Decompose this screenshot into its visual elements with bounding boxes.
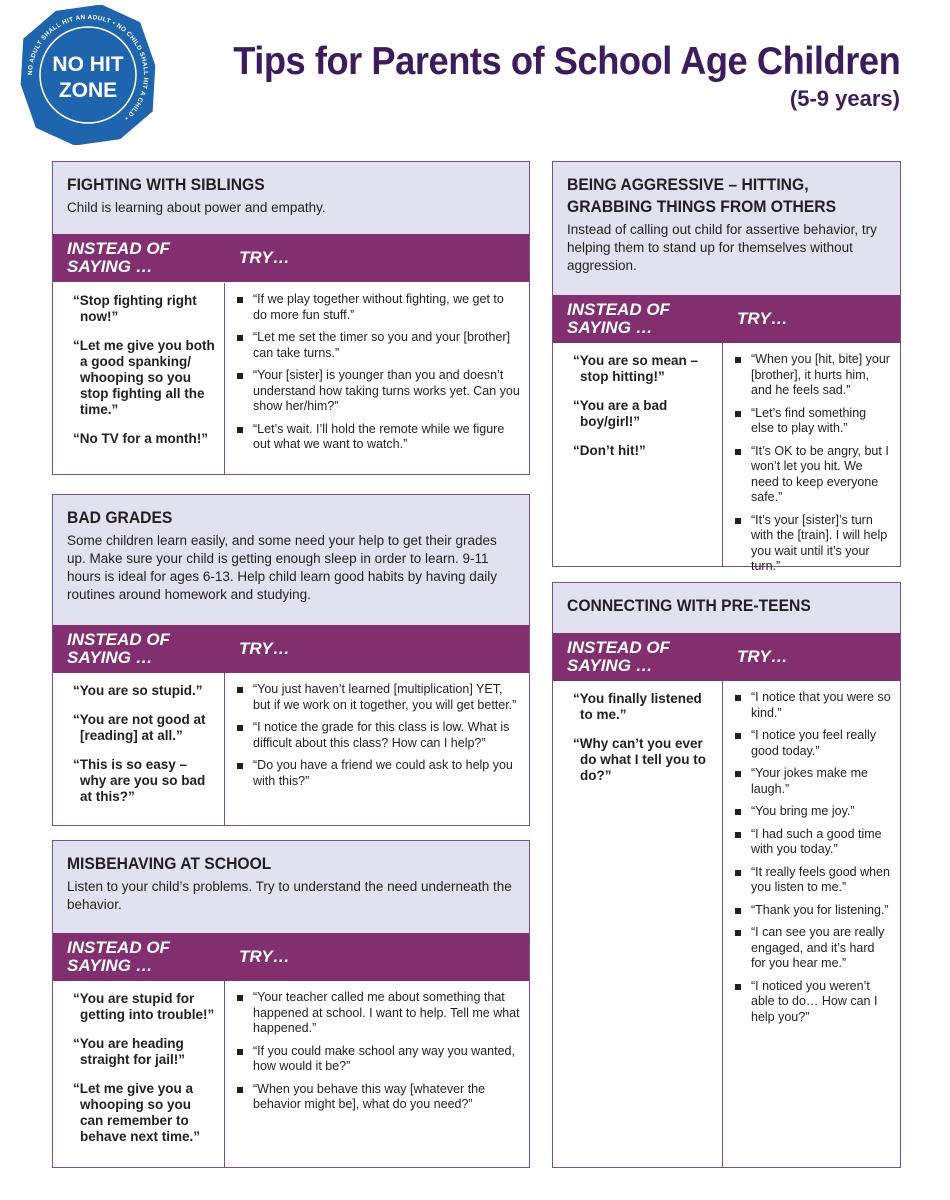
section-body — [53, 283, 529, 474]
try-tip: “I had such a good time with you today.” — [735, 827, 892, 858]
try-column — [225, 283, 529, 474]
section-body — [53, 981, 529, 1167]
instead-of-saying-label: INSTEAD OF SAYING … — [67, 938, 170, 975]
instead-quote: “This is so easy – why are you so bad at this?” — [73, 757, 206, 804]
section-heading: CONNECTING WITH PRE-TEENS — [567, 597, 811, 615]
try-tip: “Thank you for listening.” — [735, 903, 892, 919]
instead-quote: “No TV for a month!” — [73, 431, 208, 446]
instead-quote: “Let me give you both a good spanking/ whooping so you stop fighting all the time.” — [73, 338, 215, 417]
try-column — [225, 673, 529, 825]
instead-column — [53, 981, 225, 1167]
instead-column — [53, 283, 225, 474]
section-description: Some children learn easily, and some need your help to get their grades up. Make sure your child is getting enough sleep in order to learn. 9-11 hours is ideal for ages 6-13. Help child learn good habits by having daily routines around homework and studying. — [67, 533, 498, 602]
instead-column — [53, 673, 225, 825]
try-tip: “Let’s find something else to play with.” — [735, 406, 892, 437]
section-header — [53, 841, 529, 933]
instead-of-saying-label: INSTEAD OF SAYING … — [67, 630, 170, 667]
try-tip: “If you could make school any way you wanted, how would it be?” — [237, 1044, 521, 1075]
no-hit-zone-logo — [18, 5, 158, 145]
try-tip: “It’s your [sister]’s turn with the [train]. I will help you wait until it’s your turn.” — [735, 513, 892, 575]
section-body — [553, 343, 900, 573]
page-title: Tips for Parents of School Age Children — [232, 40, 900, 83]
try-tip: “I noticed you weren’t able to do… How can I help you?” — [735, 979, 892, 1026]
logo-line-1: NO HIT — [52, 53, 124, 76]
section-header — [553, 583, 900, 633]
section-misbehaving-at-school — [52, 840, 530, 1168]
try-tip: “If we play together without fighting, we get to do more fun stuff.” — [237, 292, 521, 323]
try-tip: “It’s OK to be angry, but I won’t let you hit. We need to keep everyone safe.” — [735, 444, 892, 506]
try-column — [723, 343, 900, 573]
section-heading: MISBEHAVING AT SCHOOL — [67, 855, 272, 873]
section-description: Listen to your child’s problems. Try to understand the need underneath the behavior. — [67, 879, 512, 912]
try-tip: “Your [sister] is younger than you and doesn’t understand how taking turns works yet. Can you show her/him?” — [237, 368, 521, 415]
try-tip: “I notice you feel really good today.” — [735, 728, 892, 759]
section-heading: BAD GRADES — [67, 509, 173, 527]
instead-quote: “You are stupid for getting into trouble!” — [73, 991, 215, 1022]
try-tip: “Let me set the timer so you and your [brother] can take turns.” — [237, 330, 521, 361]
instead-quote: “You are not good at [reading] at all.” — [73, 712, 206, 743]
instead-of-saying-label: INSTEAD OF SAYING … — [67, 239, 170, 276]
section-heading: FIGHTING WITH SIBLINGS — [67, 176, 265, 194]
instead-quote: “You are a bad boy/girl!” — [573, 398, 668, 429]
try-tip: “It really feels good when you listen to me.” — [735, 865, 892, 896]
section-connecting-with-preteens — [552, 582, 901, 1168]
page-subtitle: (5-9 years) — [789, 86, 900, 111]
instead-quote: “Why can’t you ever do what I tell you to do?” — [573, 736, 706, 783]
try-column — [225, 981, 529, 1167]
try-column — [723, 681, 900, 1167]
instead-of-saying-label: INSTEAD OF SAYING … — [567, 638, 670, 675]
column-header-bar — [53, 933, 529, 981]
instead-quote: “Stop fighting right now!” — [73, 293, 197, 324]
section-body — [553, 681, 900, 1167]
try-tip: “You just haven’t learned [multiplication] YET, but if we work on it together, you will get better.” — [237, 682, 521, 713]
try-label: TRY… — [239, 947, 290, 966]
instead-quote: “Let me give you a whooping so you can remember to behave next time.” — [73, 1081, 201, 1144]
try-tip: “Your jokes make me laugh.” — [735, 766, 892, 797]
section-bad-grades — [52, 494, 530, 826]
column-header-bar — [553, 633, 900, 681]
instead-quote: “You are so mean – stop hitting!” — [573, 353, 699, 384]
try-tip: “I can see you are really engaged, and it’s hard for you hear me.” — [735, 925, 892, 972]
try-tip: “When you behave this way [whatever the behavior might be], what do you need?” — [237, 1082, 521, 1113]
instead-of-saying-label: INSTEAD OF SAYING … — [567, 300, 670, 337]
try-label: TRY… — [239, 639, 290, 658]
try-tip: “I notice that you were so kind.” — [735, 690, 892, 721]
column-header-bar — [53, 234, 529, 282]
section-body — [53, 673, 529, 825]
section-fighting-with-siblings — [52, 161, 530, 475]
try-label: TRY… — [737, 309, 788, 328]
try-tip: “Do you have a friend we could ask to help you with this?” — [237, 758, 521, 789]
section-description: Child is learning about power and empathy. — [67, 200, 326, 215]
try-tip: “Let’s wait. I’ll hold the remote while we figure out what we want to watch.” — [237, 422, 521, 453]
instead-column — [553, 681, 723, 1167]
logo-line-2: ZONE — [58, 79, 118, 102]
try-tip: “You bring me joy.” — [735, 804, 892, 820]
section-description: Instead of calling out child for assertive behavior, try helping them to stand up for themselves without aggression. — [567, 222, 877, 273]
section-header — [53, 162, 529, 234]
column-header-bar — [53, 625, 529, 673]
instead-quote: “You are so stupid.” — [73, 683, 203, 698]
try-tip: “When you [hit, bite] your [brother], it hurts him, and he feels sad.” — [735, 352, 892, 399]
instead-quote: “You finally listened to me.” — [573, 691, 702, 722]
section-heading: BEING AGGRESSIVE – HITTING, GRABBING THINGS FROM OTHERS — [567, 176, 837, 216]
column-header-bar — [553, 295, 900, 343]
try-label: TRY… — [737, 647, 788, 666]
section-being-aggressive — [552, 161, 901, 573]
try-label: TRY… — [239, 248, 290, 267]
section-header — [553, 162, 900, 295]
section-header — [53, 495, 529, 625]
logo-ring-text: NO ADULT SHALL HIT AN ADULT • NO CHILD SHALL HIT A CHILD • — [26, 13, 150, 122]
instead-quote: “Don’t hit!” — [573, 443, 646, 458]
try-tip: “I notice the grade for this class is low. What is difficult about this class? How can I help?” — [237, 720, 521, 751]
try-tip: “Your teacher called me about something that happened at school. I want to help. Tell me what happened.” — [237, 990, 521, 1037]
instead-column — [553, 343, 723, 566]
page-header — [183, 40, 900, 112]
instead-quote: “You are heading straight for jail!” — [73, 1036, 186, 1067]
